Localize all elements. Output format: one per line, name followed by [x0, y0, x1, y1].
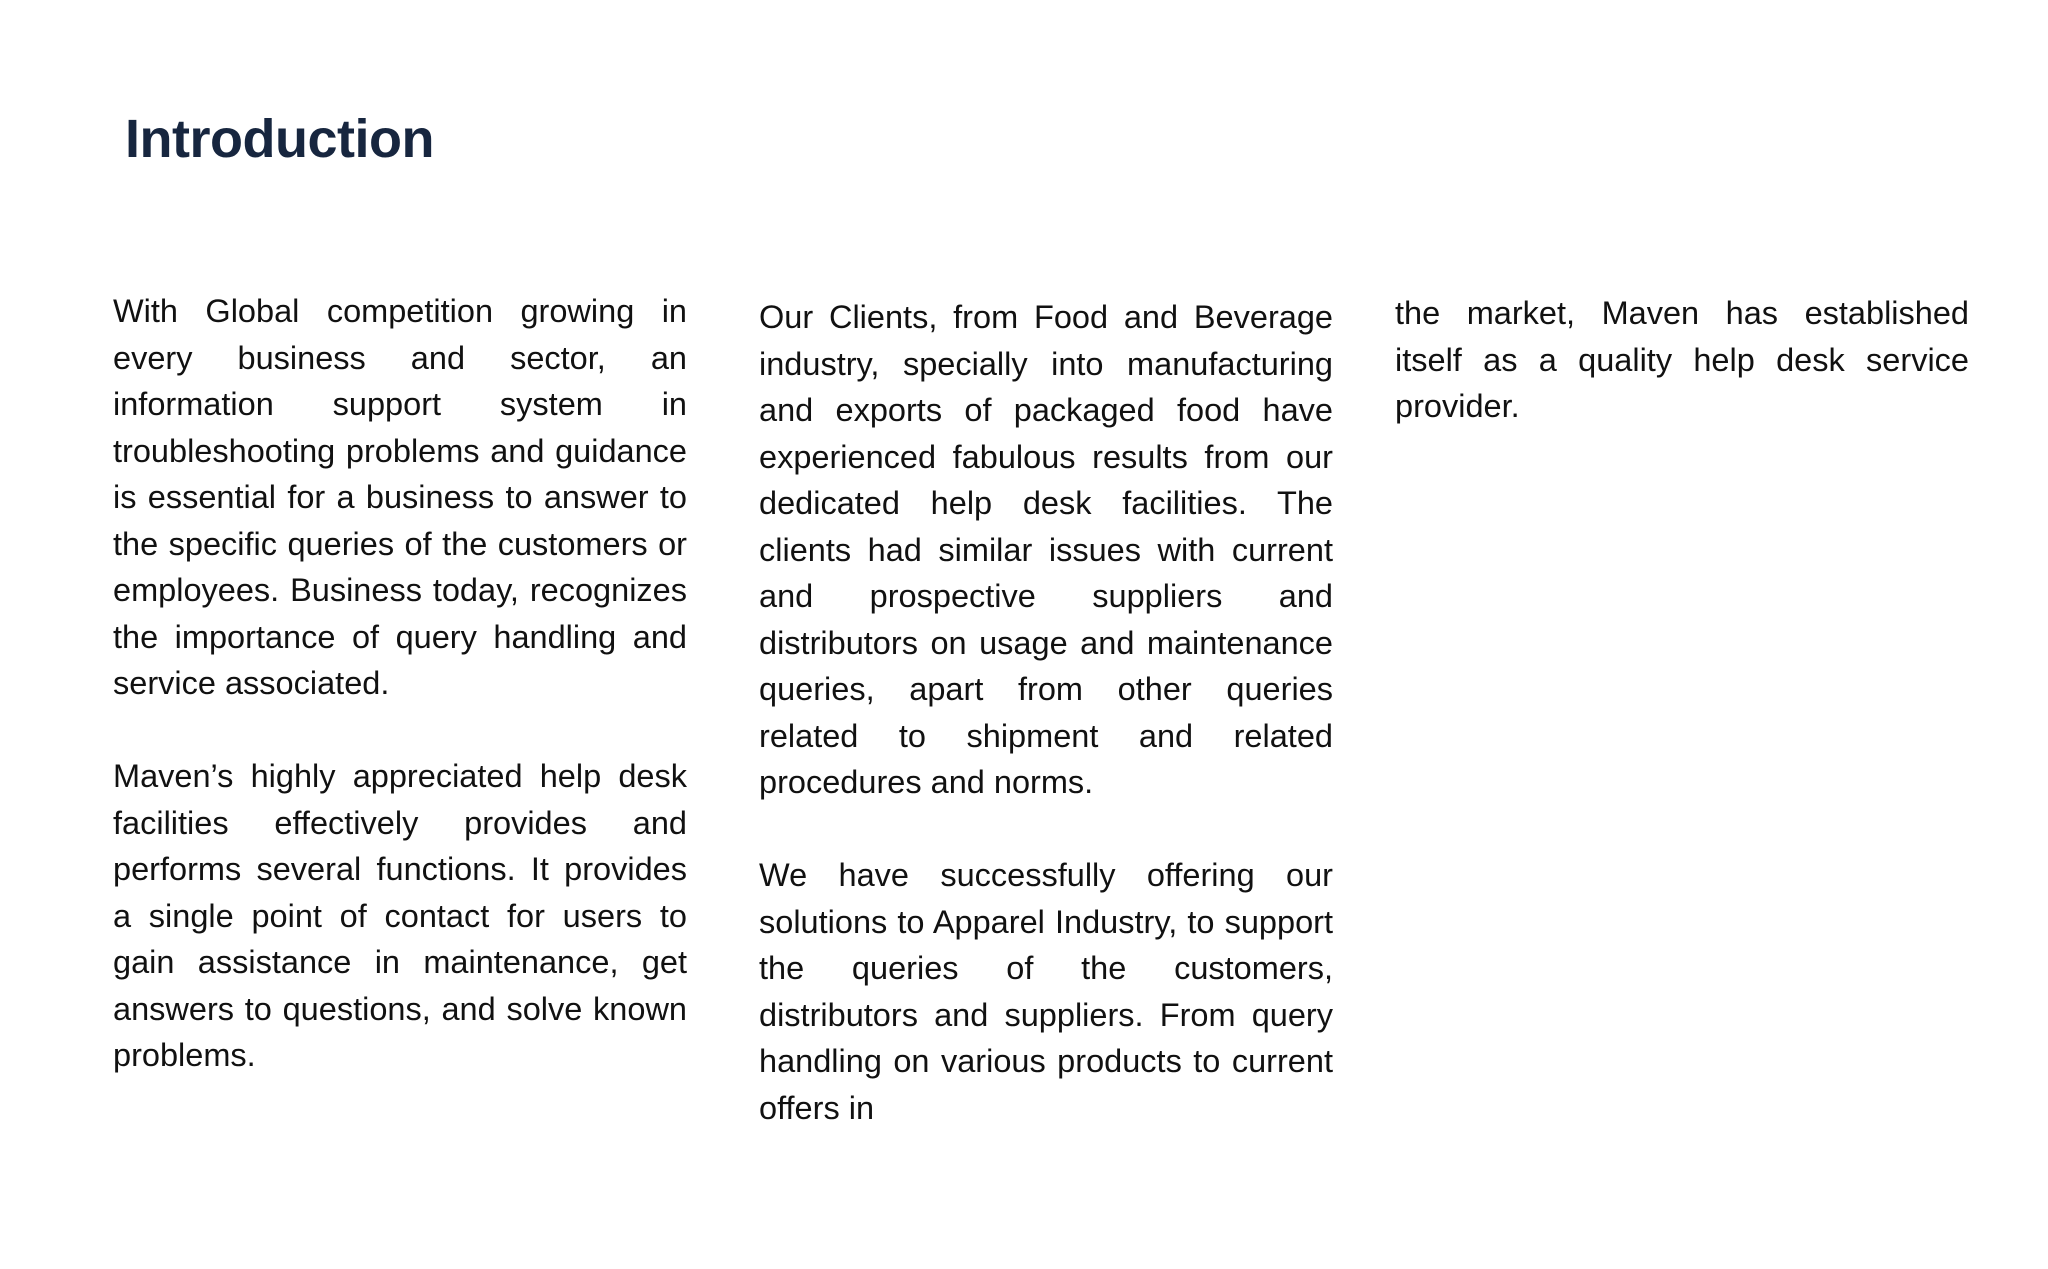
paragraph: With Global competition growing in every business and sector, an information support system in troubleshooting problems and guidance is essential for a business to answer to the specific queries of the customers or employees. Business today, recognizes the importance of query handling and service associated.: [113, 293, 687, 701]
text-column-1: [113, 288, 687, 1079]
page-title: Introduction: [125, 109, 434, 169]
paragraph: We have successfully offering our solutions to Apparel Industry, to support the queries of the customers, distributors and suppliers. From query handling on various products to current offers in: [759, 857, 1333, 1126]
paragraph: Our Clients, from Food and Beverage industry, specially into manufacturing and exports of packaged food have experienced fabulous results from our dedicated help desk facilities. The clients had similar issues with current and prospective suppliers and distributors on usage and maintenance queries, apart from other queries related to shipment and related procedures and norms.: [759, 299, 1333, 800]
text-column-3: [1395, 290, 1969, 430]
paragraph: Maven’s highly appreciated help desk facilities effectively provides and performs several functions. It provides a single point of contact for users to gain assistance in maintenance, get answers to questions, and solve known problems.: [113, 758, 687, 1073]
paragraph: the market, Maven has established itself as a quality help desk service provider.: [1395, 295, 1969, 424]
text-column-2: [759, 294, 1333, 1131]
